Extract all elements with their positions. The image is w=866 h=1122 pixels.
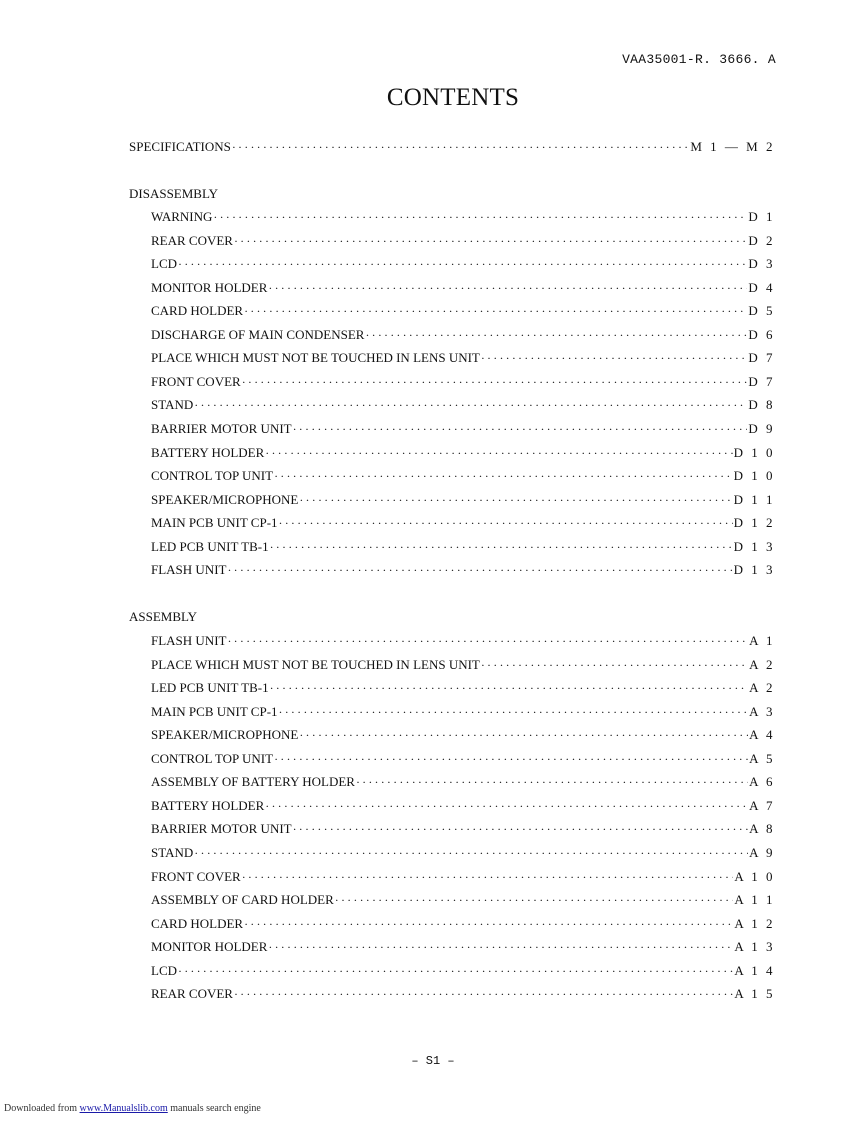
toc-entry[interactable]: [151, 937, 775, 957]
dot-leader: [274, 466, 733, 486]
toc-entry[interactable]: [151, 961, 775, 981]
dot-leader: [265, 796, 748, 816]
toc-entry-label: BATTERY HOLDER: [151, 444, 265, 460]
toc-entry-label: SPEAKER/MICROPHONE: [151, 491, 299, 507]
toc-entry-page: A 2: [749, 656, 775, 672]
toc-entry-page: A 6: [749, 774, 775, 790]
toc-entry-page: A 9: [749, 844, 775, 860]
dot-leader: [234, 231, 747, 251]
dot-leader: [232, 137, 690, 157]
toc-entry[interactable]: [151, 678, 775, 698]
toc-entry-label: SPEAKER/MICROPHONE: [151, 727, 299, 743]
toc-entry[interactable]: [151, 914, 775, 934]
toc-entry-label: BARRIER MOTOR UNIT: [151, 821, 292, 837]
toc-entry[interactable]: [151, 254, 775, 274]
toc-entry-page: D 6: [748, 326, 775, 342]
toc-entry[interactable]: [151, 819, 775, 839]
toc-entry[interactable]: [151, 749, 775, 769]
toc-entry-page: D 1 3: [733, 538, 775, 554]
dot-leader: [242, 867, 734, 887]
page-number: – S1 –: [411, 1054, 455, 1068]
toc-entry-page: D 7: [748, 350, 775, 366]
toc-entry-page: D 2: [748, 232, 775, 248]
toc-entry[interactable]: [151, 725, 775, 745]
dot-leader: [299, 490, 732, 510]
toc-entry-label: FLASH UNIT: [151, 562, 227, 578]
toc-entry[interactable]: [151, 560, 775, 580]
dot-leader: [274, 749, 748, 769]
toc-entry-page: M 1 — M 2: [690, 139, 775, 154]
toc-entry-page: D 7: [748, 373, 775, 389]
dot-leader: [481, 348, 748, 368]
toc-entry-label: MONITOR HOLDER: [151, 939, 268, 955]
toc-entry[interactable]: [151, 513, 775, 533]
toc-entry-label: SPECIFICATIONS: [129, 139, 231, 154]
dot-leader: [265, 443, 732, 463]
toc-entry-page: D 5: [748, 303, 775, 319]
toc-entry-label: LCD: [151, 256, 177, 272]
section-heading-assembly: ASSEMBLY: [129, 609, 198, 624]
toc-entry-label: BATTERY HOLDER: [151, 797, 265, 813]
dot-leader: [213, 207, 747, 227]
toc-entry-label: PLACE WHICH MUST NOT BE TOUCHED IN LENS UNIT: [151, 350, 480, 366]
toc-entry[interactable]: [151, 631, 775, 651]
toc-entry[interactable]: [151, 843, 775, 863]
dot-leader: [244, 301, 747, 321]
document-id: VAA35001-R. 3666. A: [622, 52, 776, 67]
toc-entry[interactable]: [151, 443, 775, 463]
toc-entry-page: A 3: [749, 703, 775, 719]
dot-leader: [279, 702, 749, 722]
toc-entry-label: REAR COVER: [151, 986, 233, 1002]
toc-entry[interactable]: [151, 207, 775, 227]
dot-leader: [194, 843, 748, 863]
toc-entry-page: D 4: [748, 279, 775, 295]
toc-entry-page: A 8: [749, 821, 775, 837]
toc-entry-label: ASSEMBLY OF BATTERY HOLDER: [151, 774, 355, 790]
toc-entry[interactable]: [151, 984, 775, 1004]
toc-entry-label: FLASH UNIT: [151, 633, 227, 648]
manualslib-link[interactable]: www.Manualslib.com: [79, 1103, 168, 1114]
toc-entry-page: D 3: [748, 256, 775, 272]
toc-entry-label: DISCHARGE OF MAIN CONDENSER: [151, 326, 365, 342]
toc-entry-page: A 1 3: [734, 939, 775, 955]
toc-entry-page: D 1 1: [733, 491, 775, 507]
toc-entry[interactable]: [151, 348, 775, 368]
toc-entry-specifications[interactable]: [129, 137, 775, 157]
toc-entry-label: CONTROL TOP UNIT: [151, 468, 274, 484]
toc-entry-label: PLACE WHICH MUST NOT BE TOUCHED IN LENS UNIT: [151, 656, 480, 672]
footer-suffix: manuals search engine: [170, 1103, 261, 1114]
toc-entry-label: LED PCB UNIT TB-1: [151, 538, 269, 554]
toc-entry-page: A 1: [749, 633, 775, 648]
toc-entry[interactable]: [151, 537, 775, 557]
toc-entry[interactable]: [151, 466, 775, 486]
toc-entry[interactable]: [151, 890, 775, 910]
toc-entry-page: D 1 2: [733, 515, 775, 531]
dot-leader: [227, 560, 732, 580]
dot-leader: [270, 537, 733, 557]
dot-leader: [194, 395, 747, 415]
toc-entry-page: A 1 4: [734, 962, 775, 978]
footer-prefix: Downloaded from: [4, 1103, 78, 1114]
dot-leader: [293, 819, 748, 839]
dot-leader: [481, 655, 748, 675]
dot-leader: [178, 961, 733, 981]
toc-entry-page: A 1 5: [734, 986, 775, 1002]
toc-entry-label: CARD HOLDER: [151, 915, 244, 931]
toc-entry-page: A 2: [749, 680, 775, 696]
toc-entry[interactable]: [151, 490, 775, 510]
dot-leader: [335, 890, 734, 910]
toc-entry-label: STAND: [151, 844, 194, 860]
toc-entry-label: ASSEMBLY OF CARD HOLDER: [151, 892, 334, 908]
toc-entry-page: A 1 1: [734, 892, 775, 908]
toc-entry-label: FRONT COVER: [151, 373, 241, 389]
toc-entry[interactable]: [151, 325, 775, 345]
dot-leader: [268, 937, 733, 957]
dot-leader: [365, 325, 747, 345]
download-footer: [4, 1103, 261, 1114]
toc-entry[interactable]: [151, 278, 775, 298]
dot-leader: [178, 254, 747, 274]
toc-entry-label: LCD: [151, 962, 177, 978]
toc-entry-page: D 9: [748, 420, 775, 436]
page-title: CONTENTS: [386, 84, 520, 111]
toc-entry[interactable]: [151, 867, 775, 887]
toc-entry[interactable]: [151, 395, 775, 415]
toc-entry-label: CONTROL TOP UNIT: [151, 750, 274, 766]
toc-entry-label: MONITOR HOLDER: [151, 279, 268, 295]
toc-entry-page: A 1 2: [734, 915, 775, 931]
toc-entry[interactable]: [151, 702, 775, 722]
toc-entry[interactable]: [151, 301, 775, 321]
toc-entry-label: REAR COVER: [151, 232, 233, 248]
toc-entry-page: A 7: [749, 797, 775, 813]
dot-leader: [356, 772, 748, 792]
toc-entry[interactable]: [151, 231, 775, 251]
dot-leader: [299, 725, 748, 745]
toc-entry-page: A 4: [749, 727, 775, 743]
toc-entry-page: A 5: [749, 750, 775, 766]
dot-leader: [279, 513, 733, 533]
dot-leader: [268, 278, 747, 298]
toc-entry[interactable]: [151, 655, 775, 675]
toc-entry-label: STAND: [151, 397, 194, 413]
toc-entry-page: D 1 3: [733, 562, 775, 578]
toc-entry-label: MAIN PCB UNIT CP-1: [151, 703, 278, 719]
dot-leader: [244, 914, 733, 934]
toc-entry-page: A 1 0: [734, 868, 775, 884]
toc-entry-label: FRONT COVER: [151, 868, 241, 884]
toc-entry-label: MAIN PCB UNIT CP-1: [151, 515, 278, 531]
toc-entry-label: LED PCB UNIT TB-1: [151, 680, 269, 696]
toc-entry-page: D 8: [748, 397, 775, 413]
toc-entry[interactable]: [151, 372, 775, 392]
dot-leader: [227, 631, 748, 651]
toc-entry-label: CARD HOLDER: [151, 303, 244, 319]
toc-entry-page: D 1 0: [733, 444, 775, 460]
toc-entry[interactable]: [151, 796, 775, 816]
toc-entry[interactable]: [151, 419, 775, 439]
dot-leader: [270, 678, 748, 698]
toc-entry-label: WARNING: [151, 209, 213, 224]
dot-leader: [293, 419, 748, 439]
toc-entry-label: BARRIER MOTOR UNIT: [151, 420, 292, 436]
section-heading-disassembly: DISASSEMBLY: [129, 186, 218, 201]
toc-entry-page: D 1 0: [733, 468, 775, 484]
dot-leader: [242, 372, 748, 392]
dot-leader: [234, 984, 733, 1004]
toc-entry[interactable]: [151, 772, 775, 792]
toc-entry-page: D 1: [748, 209, 775, 224]
